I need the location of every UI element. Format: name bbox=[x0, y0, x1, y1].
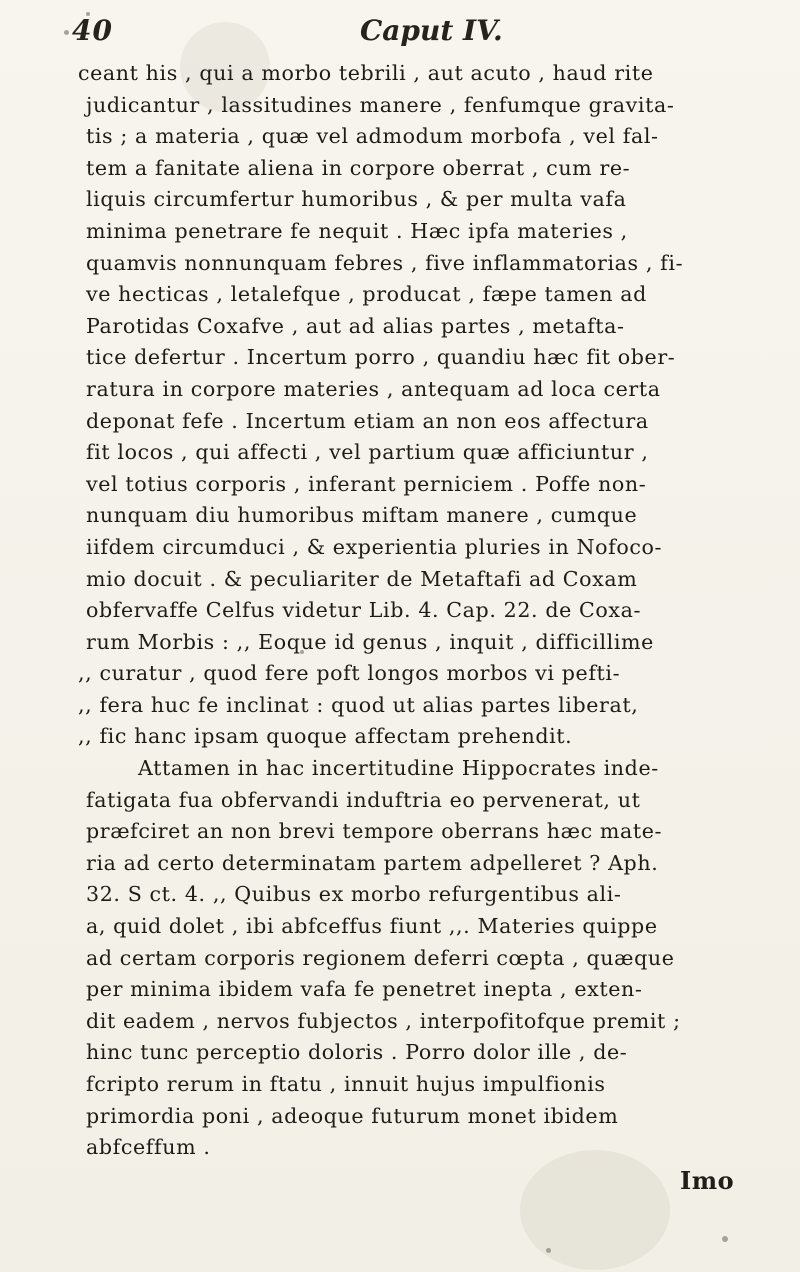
page-header bbox=[0, 14, 800, 58]
text-line: ,, fera huc fe inclinat : quod ut alias partes liberat, bbox=[78, 692, 639, 717]
text-line: iifdem circumduci , & experientia pluries in Nofoco- bbox=[86, 534, 663, 559]
text-line: judicantur , lassitudines manere , fenfumque gravita- bbox=[86, 92, 675, 117]
text-line: ,, fic hanc ipsam quoque affectam prehendit. bbox=[78, 724, 573, 749]
text-line: Parotidas Coxafve , aut ad alias partes , metafta- bbox=[86, 313, 625, 338]
body-text bbox=[78, 58, 766, 1164]
text-line: rum Morbis : ,, Eoque id genus , inquit , difficillime bbox=[86, 629, 654, 654]
text-line: ad certam corporis regionem deferri cœpta , quæque bbox=[86, 945, 675, 970]
text-line: dit eadem , nervos fubjectos , interpofitofque premit ; bbox=[86, 1008, 681, 1033]
text-line: minima penetrare fe nequit . Hæc ipfa materies , bbox=[86, 218, 628, 243]
text-line: nunquam diu humoribus miftam manere , cumque bbox=[86, 503, 638, 528]
paragraph-start-line: Attamen in hac incertitudine Hippocrates inde- bbox=[138, 756, 659, 781]
paper-speck bbox=[722, 1236, 728, 1242]
text-line: abfceffum . bbox=[86, 1135, 211, 1160]
page-number: 40 bbox=[72, 14, 113, 47]
text-line: ria ad certo determinatam partem adpelleret ? Aph. bbox=[86, 850, 659, 875]
text-line: tem a fanitate aliena in corpore oberrat , cum re- bbox=[86, 155, 631, 180]
text-line: ve hecticas , letalefque , producat , fæpe tamen ad bbox=[86, 282, 647, 307]
text-line: quamvis nonnunquam febres , five inflammatorias , fi- bbox=[86, 250, 684, 275]
text-line: tice defertur . Incertum porro , quandiu hæc fit ober- bbox=[86, 345, 676, 370]
paper-stain bbox=[520, 1150, 670, 1270]
text-line: fit locos , qui affecti , vel partium quæ afficiuntur , bbox=[86, 440, 649, 465]
paper-speck bbox=[546, 1248, 551, 1253]
text-line: vel totius corporis , inferant perniciem . Poffe non- bbox=[86, 471, 647, 496]
text-line: obfervaffe Celfus videtur Lib. 4. Cap. 22. de Coxa- bbox=[86, 598, 642, 623]
text-line: a, quid dolet , ibi abfceffus fiunt ,,. Materies quippe bbox=[86, 914, 658, 939]
text-line: deponat fefe . Incertum etiam an non eos affectura bbox=[86, 408, 649, 433]
text-line: per minima ibidem vafa fe penetret inepta , exten- bbox=[86, 977, 643, 1002]
text-line: præfciret an non brevi tempore oberrans hæc mate- bbox=[86, 819, 663, 844]
text-line: liquis circumfertur humoribus , & per multa vafa bbox=[86, 187, 627, 212]
text-line: fcripto rerum in ftatu , innuit hujus impulfionis bbox=[86, 1072, 606, 1096]
text-line: mio docuit . & peculiariter de Metaftafi ad Coxam bbox=[86, 566, 638, 591]
text-line: primordia poni , adeoque futurum monet ibidem bbox=[86, 1103, 619, 1128]
text-line: tis ; a materia , quæ vel admodum morbofa , vel fal- bbox=[86, 124, 659, 149]
text-line: 32. S ct. 4. ,, Quibus ex morbo refurgentibus ali- bbox=[86, 882, 622, 907]
text-line: ratura in corpore materies , antequam ad loca certa bbox=[86, 376, 661, 401]
text-line: hinc tunc perceptio doloris . Porro dolor ille , de- bbox=[86, 1040, 628, 1065]
running-head: Caput IV. bbox=[360, 14, 503, 47]
text-line: ,, curatur , quod fere poft longos morbos vi pefti- bbox=[78, 661, 621, 686]
catchword: Imo bbox=[680, 1166, 735, 1195]
text-line: ceant his , qui a morbo tebrili , aut acuto , haud rite bbox=[78, 61, 654, 85]
text-line: fatigata fua obfervandi induftria eo pervenerat, ut bbox=[86, 787, 641, 812]
